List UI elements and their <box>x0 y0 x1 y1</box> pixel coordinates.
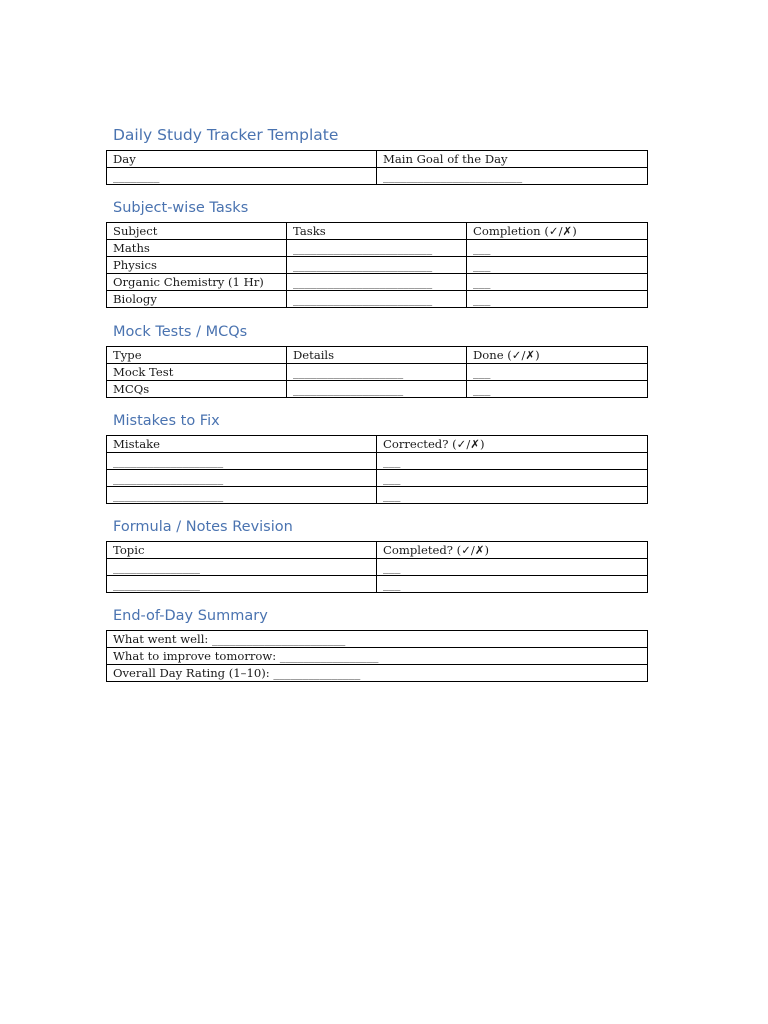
table-row <box>107 576 648 593</box>
header-details: Details <box>287 347 467 364</box>
tasks-blank-field[interactable]: ________________________ <box>287 291 467 308</box>
summary-table <box>106 630 648 682</box>
subject-name: Biology <box>107 291 287 308</box>
section-heading-revision: Formula / Notes Revision <box>113 519 293 535</box>
corrected-blank-field[interactable]: ___ <box>377 453 648 470</box>
subject-name: Maths <box>107 240 287 257</box>
header-completion: Completion (✓/✗) <box>467 223 648 240</box>
day-goal-table <box>106 150 648 185</box>
summary-rating-field[interactable]: Overall Day Rating (1–10): _______________ <box>107 665 648 682</box>
revision-table <box>106 541 648 593</box>
mistakes-table <box>106 435 648 504</box>
test-type: MCQs <box>107 381 287 398</box>
table-row <box>107 168 648 185</box>
corrected-blank-field[interactable]: ___ <box>377 470 648 487</box>
subject-name: Organic Chemistry (1 Hr) <box>107 274 287 291</box>
table-row <box>107 364 648 381</box>
completion-blank-field[interactable]: ___ <box>467 274 648 291</box>
header-mistake: Mistake <box>107 436 377 453</box>
section-heading-mistakes: Mistakes to Fix <box>113 413 220 429</box>
tasks-blank-field[interactable]: ________________________ <box>287 274 467 291</box>
table-row <box>107 487 648 504</box>
completion-blank-field[interactable]: ___ <box>467 291 648 308</box>
mistake-blank-field[interactable]: ___________________ <box>107 453 377 470</box>
header-topic: Topic <box>107 542 377 559</box>
header-subject: Subject <box>107 223 287 240</box>
table-row <box>107 453 648 470</box>
header-main-goal: Main Goal of the Day <box>377 151 648 168</box>
table-header-row <box>107 223 648 240</box>
tasks-blank-field[interactable]: ________________________ <box>287 240 467 257</box>
details-blank-field[interactable]: ___________________ <box>287 381 467 398</box>
table-row <box>107 257 648 274</box>
mistake-blank-field[interactable]: ___________________ <box>107 470 377 487</box>
details-blank-field[interactable]: ___________________ <box>287 364 467 381</box>
corrected-blank-field[interactable]: ___ <box>377 487 648 504</box>
table-row <box>107 274 648 291</box>
table-row <box>107 381 648 398</box>
tasks-blank-field[interactable]: ________________________ <box>287 257 467 274</box>
table-row <box>107 291 648 308</box>
header-done: Done (✓/✗) <box>467 347 648 364</box>
completion-blank-field[interactable]: ___ <box>467 257 648 274</box>
header-corrected: Corrected? (✓/✗) <box>377 436 648 453</box>
done-blank-field[interactable]: ___ <box>467 381 648 398</box>
section-heading-subject-tasks: Subject-wise Tasks <box>113 200 249 216</box>
completion-blank-field[interactable]: ___ <box>467 240 648 257</box>
table-row <box>107 559 648 576</box>
summary-improve-field[interactable]: What to improve tomorrow: _________________ <box>107 648 648 665</box>
main-goal-blank-field[interactable]: ________________________ <box>377 168 648 185</box>
table-header-row <box>107 347 648 364</box>
header-day: Day <box>107 151 377 168</box>
day-blank-field[interactable]: ________ <box>107 168 377 185</box>
subject-name: Physics <box>107 257 287 274</box>
completed-blank-field[interactable]: ___ <box>377 559 648 576</box>
table-row <box>107 648 648 665</box>
section-heading-summary: End-of-Day Summary <box>113 608 268 624</box>
mistake-blank-field[interactable]: ___________________ <box>107 487 377 504</box>
header-type: Type <box>107 347 287 364</box>
header-tasks: Tasks <box>287 223 467 240</box>
document-title: Daily Study Tracker Template <box>113 126 339 144</box>
table-header-row <box>107 542 648 559</box>
table-row <box>107 665 648 682</box>
summary-went-well-field[interactable]: What went well: _______________________ <box>107 631 648 648</box>
table-row <box>107 631 648 648</box>
completed-blank-field[interactable]: ___ <box>377 576 648 593</box>
table-row <box>107 240 648 257</box>
table-header-row <box>107 151 648 168</box>
table-header-row <box>107 436 648 453</box>
mock-tests-table <box>106 346 648 398</box>
header-completed: Completed? (✓/✗) <box>377 542 648 559</box>
section-heading-mock-tests: Mock Tests / MCQs <box>113 324 248 340</box>
topic-blank-field[interactable]: _______________ <box>107 576 377 593</box>
done-blank-field[interactable]: ___ <box>467 364 648 381</box>
table-row <box>107 470 648 487</box>
topic-blank-field[interactable]: _______________ <box>107 559 377 576</box>
test-type: Mock Test <box>107 364 287 381</box>
subject-tasks-table <box>106 222 648 308</box>
